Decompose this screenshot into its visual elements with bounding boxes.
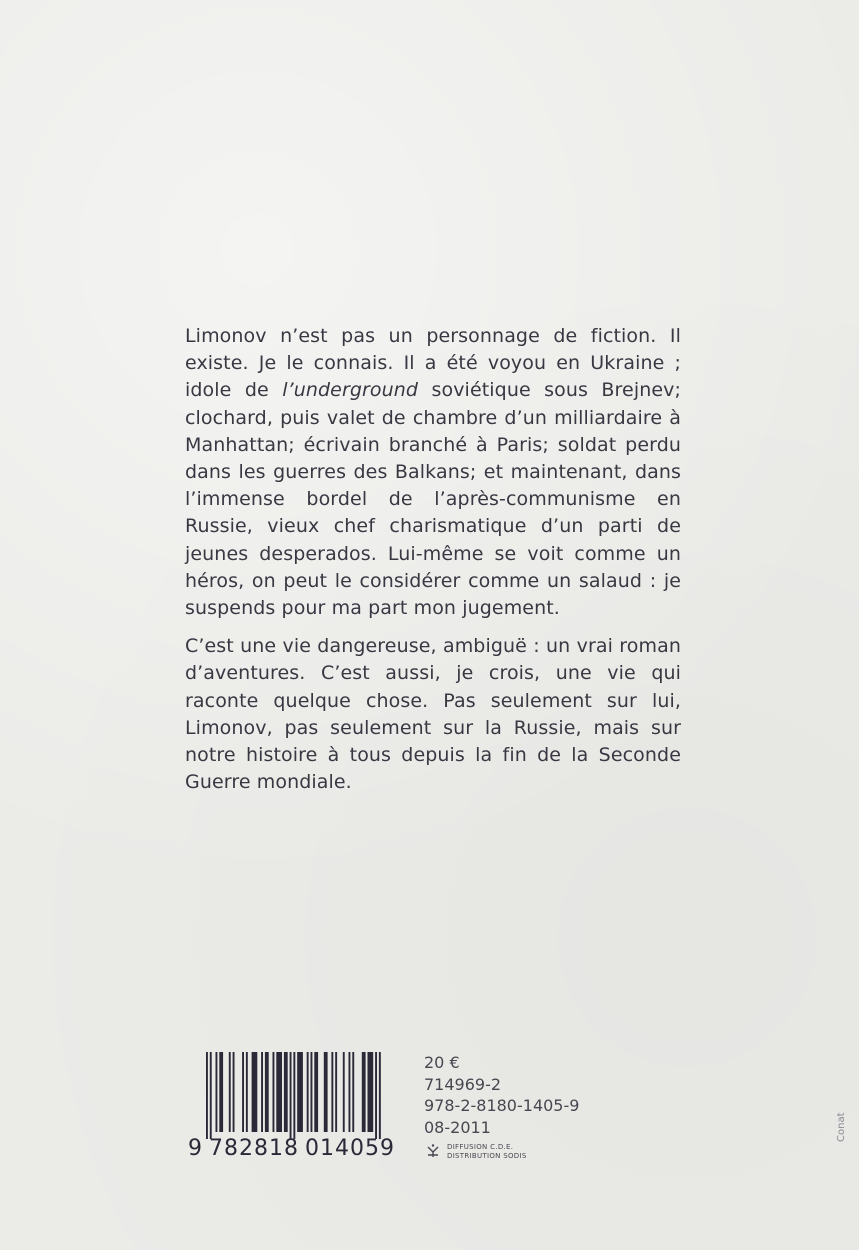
barcode-block	[188, 1052, 408, 1164]
book-blurb	[185, 323, 681, 807]
barcode-bar	[297, 1052, 303, 1132]
barcode-bar	[375, 1052, 377, 1139]
barcode-bar	[233, 1052, 235, 1132]
barcode-bar	[273, 1052, 275, 1132]
book-meta	[424, 1052, 579, 1138]
distributor-logo-icon	[425, 1143, 441, 1159]
distribution-mark	[425, 1141, 535, 1163]
barcode-group-1: 782818	[209, 1136, 299, 1161]
barcode-bar	[219, 1052, 223, 1132]
distribution-line-1: DIFFUSION C.D.E.	[447, 1143, 514, 1151]
barcode-bar	[242, 1052, 244, 1132]
barcode-bar	[379, 1052, 381, 1139]
barcode-bar	[229, 1052, 231, 1132]
barcode-bar	[210, 1052, 212, 1139]
barcode-bar	[324, 1052, 328, 1132]
barcode-group-2: 014059	[305, 1136, 395, 1161]
barcode-bar	[307, 1052, 309, 1132]
cover-credit: Conat	[836, 1112, 847, 1142]
barcode-bar	[331, 1052, 333, 1132]
barcode-bar	[265, 1052, 269, 1132]
barcode-bar	[261, 1052, 263, 1132]
barcode-bar	[368, 1052, 374, 1132]
blurb-paragraph-1	[185, 323, 681, 622]
barcode-bar	[352, 1052, 354, 1132]
publication-date: 08-2011	[424, 1117, 491, 1137]
barcode-bar	[284, 1052, 288, 1132]
blurb-paragraph-1-end: soviétique sous Brejnev; clochard, puis valet de chambre d’un milliardaire à Manhattan; écrivain branché à Paris; soldat perdu dans les guerres des Balkans; et maintenant, dans l’immense bordel de l’après-communisme en Russie, vieux chef charismatique d’un parti de jeunes desperados. Lui-même se voit comme un héros, on peut le considérer comme un salaud : je suspends pour ma part mon jugement.	[185, 379, 681, 620]
barcode-bars	[202, 1052, 398, 1139]
barcode-bar	[311, 1052, 313, 1132]
blurb-paragraph-2: C’est une vie dangereuse, ambiguë : un vrai roman d’aventures. C’est aussi, je crois, une vie qui raconte quelque chose. Pas seulement sur lui, Limonov, pas seulement sur la Russie, mais sur notre histoire à tous depuis la fin de la Seconde Guerre mondiale.	[185, 635, 681, 794]
barcode-bar	[314, 1052, 318, 1132]
barcode-bar	[293, 1052, 295, 1139]
barcode-first-digit: 9	[188, 1136, 203, 1161]
barcode-bar	[246, 1052, 248, 1132]
barcode-bar	[349, 1052, 351, 1132]
isbn: 978-2-8180-1405-9	[424, 1096, 580, 1115]
barcode-bar	[252, 1052, 258, 1132]
barcode-bar	[290, 1052, 292, 1139]
barcode-bar	[216, 1052, 218, 1132]
barcode-bar	[335, 1052, 337, 1132]
barcode-bar	[206, 1052, 208, 1139]
distribution-line-2: DISTRIBUTION SODIS	[447, 1152, 527, 1160]
blurb-italic-term: l’underground	[282, 379, 419, 402]
product-code: 714969-2	[424, 1074, 502, 1094]
price: 20 €	[424, 1053, 460, 1072]
barcode-bar	[362, 1052, 366, 1132]
barcode-bar	[276, 1052, 282, 1132]
barcode-bar	[343, 1052, 345, 1132]
blurb-paragraph-1-start: Limonov n’est pas un personnage de fiction. Il existe. Je le connais. Il a été voyou en Ukraine ; idole de	[185, 325, 681, 402]
